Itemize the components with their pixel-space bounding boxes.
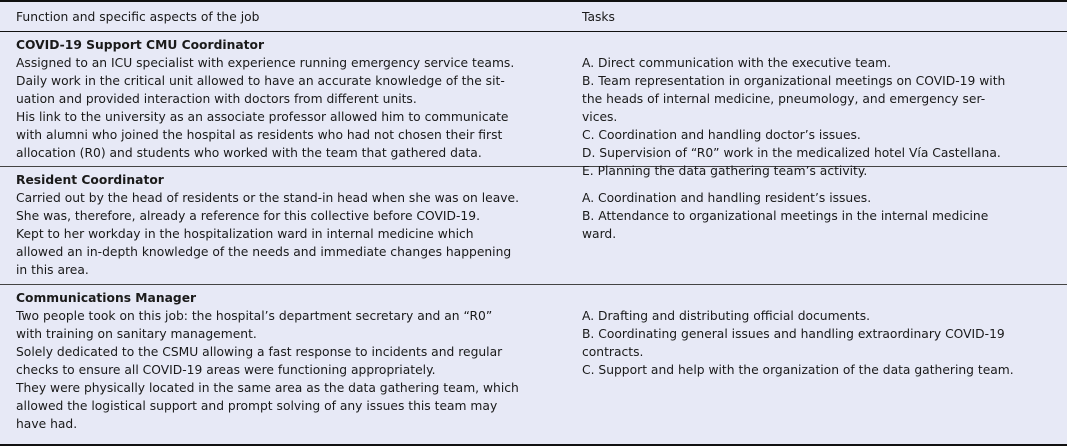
task-line: B. Team representation in organizational meetings on COVID-19 with (582, 74, 1006, 88)
task-line: ward. (582, 227, 617, 241)
task-line: contracts. (582, 345, 644, 359)
task-line: A. Coordination and handling resident’s issues. (582, 191, 872, 205)
task-line: vices. (582, 110, 618, 124)
desc-line: with training on sanitary management. (16, 327, 257, 341)
role-title: Resident Coordinator (16, 173, 164, 187)
role-title: COVID-19 Support CMU Coordinator (16, 38, 265, 52)
desc-line: Kept to her workday in the hospitalization ward in internal medicine which (16, 227, 474, 241)
desc-line: Daily work in the critical unit allowed to have an accurate knowledge of the sit- (16, 74, 505, 88)
desc-line: with alumni who joined the hospital as residents who had not chosen their first (16, 128, 503, 142)
task-line: A. Direct communication with the executive team. (582, 56, 892, 70)
desc-line: Solely dedicated to the CSMU allowing a fast response to incidents and regular (16, 345, 503, 359)
function-cell (16, 289, 564, 433)
task-item (582, 189, 1057, 207)
desc-line: allocation (R0) and students who worked with the team that gathered data. (16, 146, 482, 160)
desc-line: uation and provided interaction with doctors from different units. (16, 92, 417, 106)
function-cell (16, 36, 564, 162)
tasks-cell (582, 171, 1057, 243)
desc-para (16, 72, 564, 108)
desc-para (16, 379, 564, 433)
task-line: E. Planning the data gathering team’s activity. (582, 164, 868, 178)
desc-para (16, 189, 564, 225)
task-item (582, 72, 1057, 126)
role-title: Communications Manager (16, 291, 197, 305)
task-item (582, 325, 1057, 361)
desc-para (16, 225, 564, 279)
desc-para (16, 108, 564, 162)
task-item (582, 207, 1057, 243)
task-line: B. Coordinating general issues and handling extraordinary COVID-19 (582, 327, 1005, 341)
desc-line: allowed the logistical support and prompt solving of any issues this team may (16, 399, 498, 413)
table-row (0, 167, 1067, 285)
desc-line: checks to ensure all COVID-19 areas were functioning appropriately. (16, 363, 436, 377)
tasks-cell (582, 36, 1057, 180)
task-line: C. Support and help with the organization of the data gathering team. (582, 363, 1014, 377)
desc-line: in this area. (16, 263, 89, 277)
tasks-cell (582, 289, 1057, 379)
desc-para (16, 54, 564, 72)
desc-line: have had. (16, 417, 78, 431)
task-line: C. Coordination and handling doctor’s issues. (582, 128, 861, 142)
header-tasks: Tasks (582, 10, 615, 24)
task-item (582, 307, 1057, 325)
table-header (0, 0, 1067, 32)
task-line: B. Attendance to organizational meetings in the internal medicine (582, 209, 989, 223)
task-line: A. Drafting and distributing official documents. (582, 309, 871, 323)
desc-line: His link to the university as an associate professor allowed him to communicate (16, 110, 509, 124)
desc-para (16, 307, 564, 343)
desc-line: allowed an in-depth knowledge of the needs and immediate changes happening (16, 245, 512, 259)
desc-line: Two people took on this job: the hospital’s department secretary and an “R0” (16, 309, 493, 323)
table-row (0, 285, 1067, 446)
header-function: Function and specific aspects of the job (16, 10, 260, 24)
task-item (582, 126, 1057, 144)
function-cell (16, 171, 564, 279)
desc-line: She was, therefore, already a reference for this collective before COVID-19. (16, 209, 480, 223)
task-item (582, 361, 1057, 379)
table-row (0, 32, 1067, 178)
desc-para (16, 343, 564, 379)
task-item (582, 144, 1057, 162)
task-line: the heads of internal medicine, pneumology, and emergency ser- (582, 92, 986, 106)
desc-line: Carried out by the head of residents or the stand-in head when she was on leave. (16, 191, 519, 205)
desc-line: They were physically located in the same area as the data gathering team, which (16, 381, 519, 395)
task-item (582, 54, 1057, 72)
task-line: D. Supervision of “R0” work in the medicalized hotel Vía Castellana. (582, 146, 1001, 160)
desc-line: Assigned to an ICU specialist with experience running emergency service teams. (16, 56, 515, 70)
